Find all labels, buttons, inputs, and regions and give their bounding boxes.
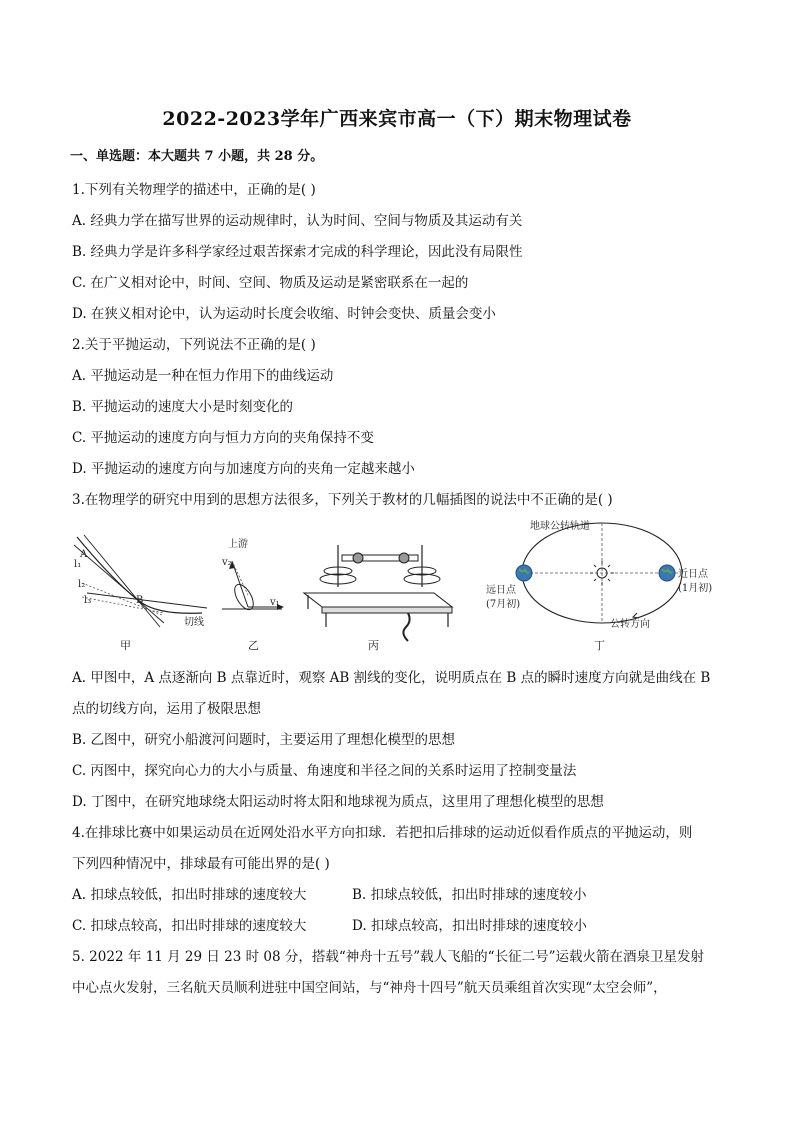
caption-yi: 乙 [248,639,259,652]
label-tangent: 切线 [184,617,204,628]
q1-stem: 1.下列有关物理学的描述中，正确的是( ) [72,182,316,198]
label-l2: l₂ [78,579,86,590]
q4-option-d: D. 扣球点较高，扣出时排球的速度较小 [352,918,587,934]
q4-option-c: C. 扣球点较高，扣出时排球的速度较大 [72,918,307,934]
q1-option-d: D. 在狭义相对论中，认为运动时长度会收缩、时钟会变快、质量会变小 [72,306,496,322]
q2-option-a: A. 平抛运动是一种在恒力作用下的曲线运动 [72,368,334,384]
label-B: B [136,595,144,606]
q4-stem-cont: 下列四种情况中，排球最有可能出界的是( ) [72,856,330,872]
label-v1: v₁ [270,597,280,608]
q3-option-b: B. 乙图中，研究小船渡河问题时，主要运用了理想化模型的思想 [72,732,456,748]
q3-option-a: A. 甲图中，A 点逐渐向 B 点靠近时，观察 AB 割线的变化，说明质点在 B 点的瞬时速度方向就是曲线在 B [72,670,711,686]
q5-line-1: 5. 2022 年 11 月 29 日 23 时 08 分，搭载“神舟十五号”载人飞船的“长征二号”运载火箭在酒泉卫星发射 [72,949,704,965]
label-near-time: (1月初) [678,583,713,594]
q1-option-b: B. 经典力学是许多科学家经过艰苦探索才完成的科学理论，因此没有局限性 [72,244,523,260]
label-near-point: 近日点 [678,569,708,580]
caption-bing: 丙 [368,639,379,652]
label-A: A [80,549,88,560]
q4-option-b: B. 扣球点较低，扣出时排球的速度较小 [352,887,587,903]
label-far-point: 远日点 [486,585,516,596]
q2-stem: 2.关于平抛运动，下列说法不正确的是( ) [72,337,316,353]
figure-bing [304,545,452,652]
q3-option-d: D. 丁图中，在研究地球绕太阳运动时将太阳和地球视为质点，这里用了理想化模型的思想 [72,794,604,810]
label-upstream: 上游 [228,539,248,550]
q1-option-a: A. 经典力学在描写世界的运动规律时，认为时间、空间与物质及其运动有关 [72,213,523,229]
q5-line-2: 中心点火发射，三名航天员顺利进驻中国空间站，与“神舟十四号”航天员乘组首次实现“太空会师”， [72,980,667,996]
q2-option-c: C. 平抛运动的速度方向与恒力方向的夹角保持不变 [72,430,374,446]
q4-option-a: A. 扣球点较低，扣出时排球的速度较大 [72,887,307,903]
figure-yi [221,537,284,652]
q3-option-a-cont: 点的切线方向，运用了极限思想 [72,701,261,717]
q2-option-b: B. 平抛运动的速度大小是时刻变化的 [72,399,294,415]
q4-stem: 4.在排球比赛中如果运动员在近网处沿水平方向扣球．若把扣后排球的运动近似看作质点的平抛运动，则 [72,825,693,841]
q1-option-c: C. 在广义相对论中，时间、空间、物质及运动是紧密联系在一起的 [72,275,469,291]
caption-ding: 丁 [594,639,605,652]
caption-jia: 甲 [120,639,131,652]
label-direction: 公转方向 [610,619,650,630]
figure-jia [74,535,207,652]
label-orbit: 地球公转轨道 [530,521,590,532]
label-v2: v₂ [222,557,232,568]
q3-figures [72,515,732,660]
label-far-time: (7月初) [486,599,521,610]
q3-option-c: C. 丙图中，探究向心力的大小与质量、角速度和半径之间的关系时运用了控制变量法 [72,763,577,779]
page-title: 2022-2023学年广西来宾市高一（下）期末物理试卷 [162,108,632,130]
q3-stem: 3.在物理学的研究中用到的思想方法很多，下列关于教材的几幅插图的说法中不正确的是( ) [72,492,613,508]
q2-option-d: D. 平抛运动的速度方向与加速度方向的夹角一定越来越小 [72,461,415,477]
section-heading: 一、单选题：本大题共 7 小题，共 28 分。 [70,149,324,164]
label-l3: l₃ [84,595,92,606]
label-l1: l₁ [74,559,82,570]
figure-ding [486,519,712,652]
